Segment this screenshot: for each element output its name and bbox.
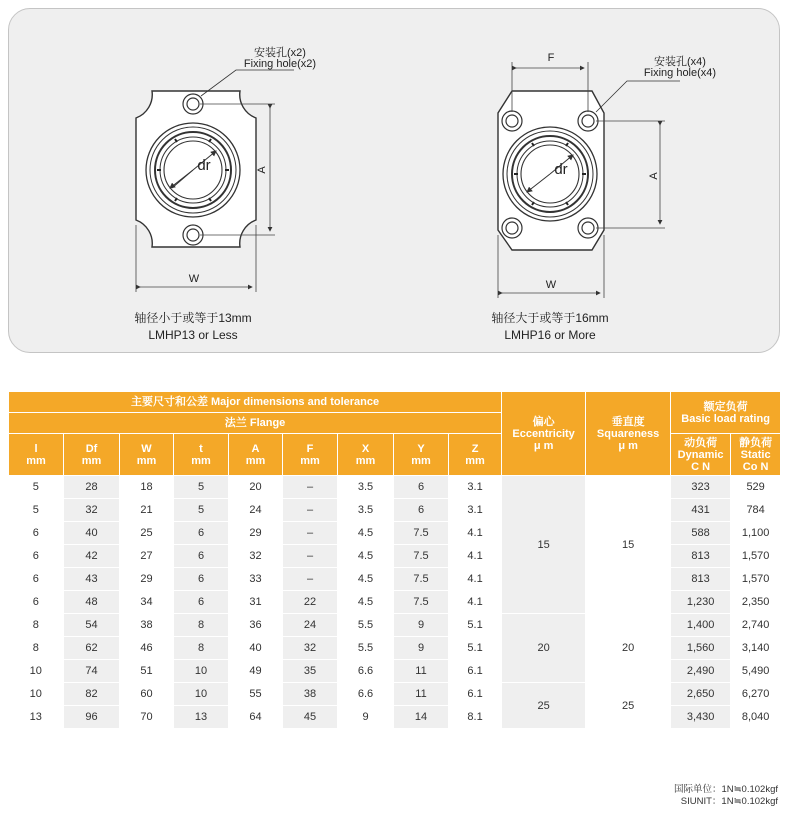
col-header-w: [120, 434, 174, 476]
cell-a: 32: [229, 545, 283, 568]
cell-w: 70: [120, 706, 174, 729]
cell-a: 31: [229, 591, 283, 614]
col-header-w-unit: mm: [136, 454, 157, 467]
right-dr-label: dr: [554, 161, 568, 178]
col-header-a-name: A: [251, 442, 260, 455]
cell-x: 3.5: [338, 476, 394, 499]
load-rating-header-cn: 额定负荷: [703, 400, 748, 413]
squareness-value: 15: [586, 476, 671, 614]
cell-x: 3.5: [338, 499, 394, 522]
col-header-dynamic-en: Dynamic: [677, 448, 724, 461]
cell-l: 10: [9, 660, 64, 683]
col-header-y-name: Y: [417, 442, 425, 455]
col-header-l: [9, 434, 64, 476]
cell-static-load: 2,350: [731, 591, 781, 614]
cell-static-load: 1,570: [731, 545, 781, 568]
cell-y: 6: [394, 499, 449, 522]
cell-l: 6: [9, 522, 64, 545]
cell-static-load: 1,100: [731, 522, 781, 545]
bearing-left-drawing: [136, 70, 294, 292]
cell-f: –: [283, 568, 338, 591]
col-header-z-name: Z: [471, 442, 479, 455]
cell-dynamic-load: 813: [671, 568, 731, 591]
cell-x: 6.6: [338, 660, 394, 683]
cell-f: –: [283, 545, 338, 568]
cell-z: 8.1: [449, 706, 502, 729]
col-header-x-unit: mm: [355, 454, 376, 467]
cell-a: 40: [229, 637, 283, 660]
squareness-unit: μ m: [618, 439, 638, 452]
cell-df: 32: [64, 499, 120, 522]
col-header-x-name: X: [361, 442, 370, 455]
cell-t: 5: [174, 476, 229, 499]
footnote-line-1: 国际单位：1N≒0.102kgf: [673, 784, 778, 795]
col-header-w-name: W: [141, 442, 152, 455]
right-caption-en: LMHP16 or More: [504, 328, 596, 342]
col-header-l-unit: mm: [26, 454, 46, 467]
left-caption-en: LMHP13 or Less: [148, 328, 238, 342]
cell-static-load: 5,490: [731, 660, 781, 683]
col-header-df: [64, 434, 120, 476]
flange-header: 法兰 Flange: [9, 413, 502, 434]
table-row: [9, 614, 781, 637]
cell-df: 48: [64, 591, 120, 614]
cell-y: 7.5: [394, 545, 449, 568]
cell-z: 4.1: [449, 522, 502, 545]
cell-z: 4.1: [449, 568, 502, 591]
cell-static-load: 529: [731, 476, 781, 499]
col-header-dynamic-cn: 动负荷: [684, 436, 718, 449]
right-a-label: A: [648, 172, 660, 180]
cell-x: 9: [338, 706, 394, 729]
cell-l: 8: [9, 637, 64, 660]
squareness-header: [586, 392, 671, 476]
cell-f: 38: [283, 683, 338, 706]
eccentricity-header: [502, 392, 586, 476]
col-header-df-unit: mm: [81, 454, 102, 467]
load-rating-header-en: Basic load rating: [681, 412, 770, 425]
cell-df: 74: [64, 660, 120, 683]
left-caption-cn: 轴径小于或等于13mm: [134, 311, 252, 325]
cell-f: –: [283, 522, 338, 545]
cell-dynamic-load: 2,490: [671, 660, 731, 683]
cell-z: 5.1: [449, 637, 502, 660]
cell-df: 82: [64, 683, 120, 706]
cell-t: 13: [174, 706, 229, 729]
col-header-z-unit: mm: [465, 454, 485, 467]
right-w-label: W: [545, 279, 557, 291]
cell-y: 11: [394, 660, 449, 683]
cell-f: –: [283, 476, 338, 499]
cell-y: 14: [394, 706, 449, 729]
cell-f: 24: [283, 614, 338, 637]
cell-z: 4.1: [449, 591, 502, 614]
cell-a: 29: [229, 522, 283, 545]
col-header-df-name: Df: [85, 442, 98, 455]
cell-t: 6: [174, 522, 229, 545]
cell-t: 8: [174, 614, 229, 637]
cell-z: 3.1: [449, 499, 502, 522]
cell-l: 8: [9, 614, 64, 637]
cell-x: 4.5: [338, 545, 394, 568]
squareness-header-en: Squareness: [596, 427, 660, 440]
cell-l: 10: [9, 683, 64, 706]
cell-x: 4.5: [338, 591, 394, 614]
squareness-header-cn: 垂直度: [611, 415, 645, 428]
col-header-a-unit: mm: [245, 454, 266, 467]
cell-f: 22: [283, 591, 338, 614]
cell-df: 54: [64, 614, 120, 637]
cell-f: –: [283, 499, 338, 522]
col-header-l-name: l: [34, 442, 38, 455]
cell-f: 45: [283, 706, 338, 729]
cell-df: 42: [64, 545, 120, 568]
cell-static-load: 8,040: [731, 706, 781, 729]
cell-t: 6: [174, 545, 229, 568]
cell-df: 62: [64, 637, 120, 660]
left-dr-label: dr: [197, 157, 211, 174]
eccentricity-value: 20: [502, 614, 586, 683]
col-header-x: [338, 434, 394, 476]
col-header-static-en: Static: [740, 448, 771, 461]
cell-x: 4.5: [338, 522, 394, 545]
cell-t: 10: [174, 683, 229, 706]
cell-w: 29: [120, 568, 174, 591]
cell-w: 38: [120, 614, 174, 637]
cell-a: 24: [229, 499, 283, 522]
cell-l: 13: [9, 706, 64, 729]
spec-table: [8, 391, 781, 729]
col-header-t-unit: mm: [191, 454, 211, 467]
cell-t: 10: [174, 660, 229, 683]
cell-w: 21: [120, 499, 174, 522]
col-header-f: [283, 434, 338, 476]
col-header-t: [174, 434, 229, 476]
table-row: [9, 683, 781, 706]
col-header-static-cn: 静负荷: [739, 436, 773, 449]
col-header-static: [731, 434, 781, 476]
col-header-static-unit: Co N: [742, 460, 769, 473]
cell-w: 27: [120, 545, 174, 568]
eccentricity-unit: μ m: [533, 439, 554, 452]
left-a-label: A: [256, 166, 268, 174]
col-header-a: [229, 434, 283, 476]
cell-t: 5: [174, 499, 229, 522]
cell-l: 6: [9, 568, 64, 591]
cell-dynamic-load: 1,230: [671, 591, 731, 614]
cell-static-load: 6,270: [731, 683, 781, 706]
right-fixing-hole-label-cn: 安装孔(x4): [654, 56, 706, 68]
cell-w: 18: [120, 476, 174, 499]
cell-l: 5: [9, 499, 64, 522]
cell-y: 7.5: [394, 591, 449, 614]
cell-dynamic-load: 1,560: [671, 637, 731, 660]
cell-w: 60: [120, 683, 174, 706]
cell-l: 6: [9, 591, 64, 614]
cell-static-load: 1,570: [731, 568, 781, 591]
cell-static-load: 3,140: [731, 637, 781, 660]
cell-a: 33: [229, 568, 283, 591]
col-header-dynamic: [671, 434, 731, 476]
cell-y: 7.5: [394, 568, 449, 591]
cell-t: 6: [174, 591, 229, 614]
col-header-z: [449, 434, 502, 476]
footnote-line-2: SIUNIT：1N≒0.102kgf: [680, 796, 778, 807]
cell-z: 6.1: [449, 660, 502, 683]
squareness-value: 20: [586, 614, 671, 683]
cell-y: 7.5: [394, 522, 449, 545]
cell-x: 6.6: [338, 683, 394, 706]
cell-dynamic-load: 813: [671, 545, 731, 568]
right-caption: [470, 310, 630, 344]
eccentricity-header-en: Eccentricity: [512, 427, 575, 440]
cell-a: 55: [229, 683, 283, 706]
cell-static-load: 2,740: [731, 614, 781, 637]
left-fixing-hole-label-en: Fixing hole(x2): [243, 58, 317, 70]
cell-x: 5.5: [338, 637, 394, 660]
cell-a: 64: [229, 706, 283, 729]
cell-y: 9: [394, 614, 449, 637]
col-header-y: [394, 434, 449, 476]
left-caption: [113, 310, 273, 344]
load-rating-header: [671, 392, 781, 434]
table-row: [9, 476, 781, 499]
col-header-t-name: t: [199, 442, 203, 455]
eccentricity-header-cn: 偏心: [532, 415, 555, 428]
cell-dynamic-load: 431: [671, 499, 731, 522]
cell-w: 46: [120, 637, 174, 660]
unit-footnote: [674, 784, 778, 808]
cell-z: 3.1: [449, 476, 502, 499]
cell-f: 32: [283, 637, 338, 660]
cell-df: 43: [64, 568, 120, 591]
cell-l: 5: [9, 476, 64, 499]
cell-a: 49: [229, 660, 283, 683]
right-caption-cn: 轴径大于或等于16mm: [491, 311, 609, 325]
cell-w: 34: [120, 591, 174, 614]
major-dimensions-header: 主要尺寸和公差 Major dimensions and tolerance: [9, 392, 502, 413]
cell-l: 6: [9, 545, 64, 568]
squareness-value: 25: [586, 683, 671, 729]
left-w-label: W: [188, 273, 200, 285]
cell-df: 40: [64, 522, 120, 545]
cell-x: 4.5: [338, 568, 394, 591]
cell-dynamic-load: 1,400: [671, 614, 731, 637]
cell-x: 5.5: [338, 614, 394, 637]
cell-f: 35: [283, 660, 338, 683]
cell-y: 6: [394, 476, 449, 499]
cell-w: 51: [120, 660, 174, 683]
cell-t: 6: [174, 568, 229, 591]
spec-table-body: [9, 476, 781, 729]
cell-dynamic-load: 2,650: [671, 683, 731, 706]
eccentricity-value: 25: [502, 683, 586, 729]
left-fixing-hole-label-cn: 安装孔(x2): [254, 47, 306, 59]
eccentricity-value: 15: [502, 476, 586, 614]
cell-dynamic-load: 323: [671, 476, 731, 499]
right-fixing-hole-label-en: Fixing hole(x4): [643, 67, 717, 79]
cell-dynamic-load: 3,430: [671, 706, 731, 729]
cell-df: 96: [64, 706, 120, 729]
cell-a: 36: [229, 614, 283, 637]
cell-static-load: 784: [731, 499, 781, 522]
cell-z: 4.1: [449, 545, 502, 568]
cell-z: 6.1: [449, 683, 502, 706]
cell-a: 20: [229, 476, 283, 499]
col-header-f-name: F: [306, 442, 314, 455]
col-header-f-unit: mm: [300, 454, 320, 467]
cell-t: 8: [174, 637, 229, 660]
cell-z: 5.1: [449, 614, 502, 637]
cell-w: 25: [120, 522, 174, 545]
cell-df: 28: [64, 476, 120, 499]
col-header-y-unit: mm: [411, 454, 431, 467]
cell-y: 9: [394, 637, 449, 660]
right-f-label: F: [547, 52, 555, 64]
cell-y: 11: [394, 683, 449, 706]
col-header-dynamic-unit: C N: [691, 460, 711, 473]
cell-dynamic-load: 588: [671, 522, 731, 545]
